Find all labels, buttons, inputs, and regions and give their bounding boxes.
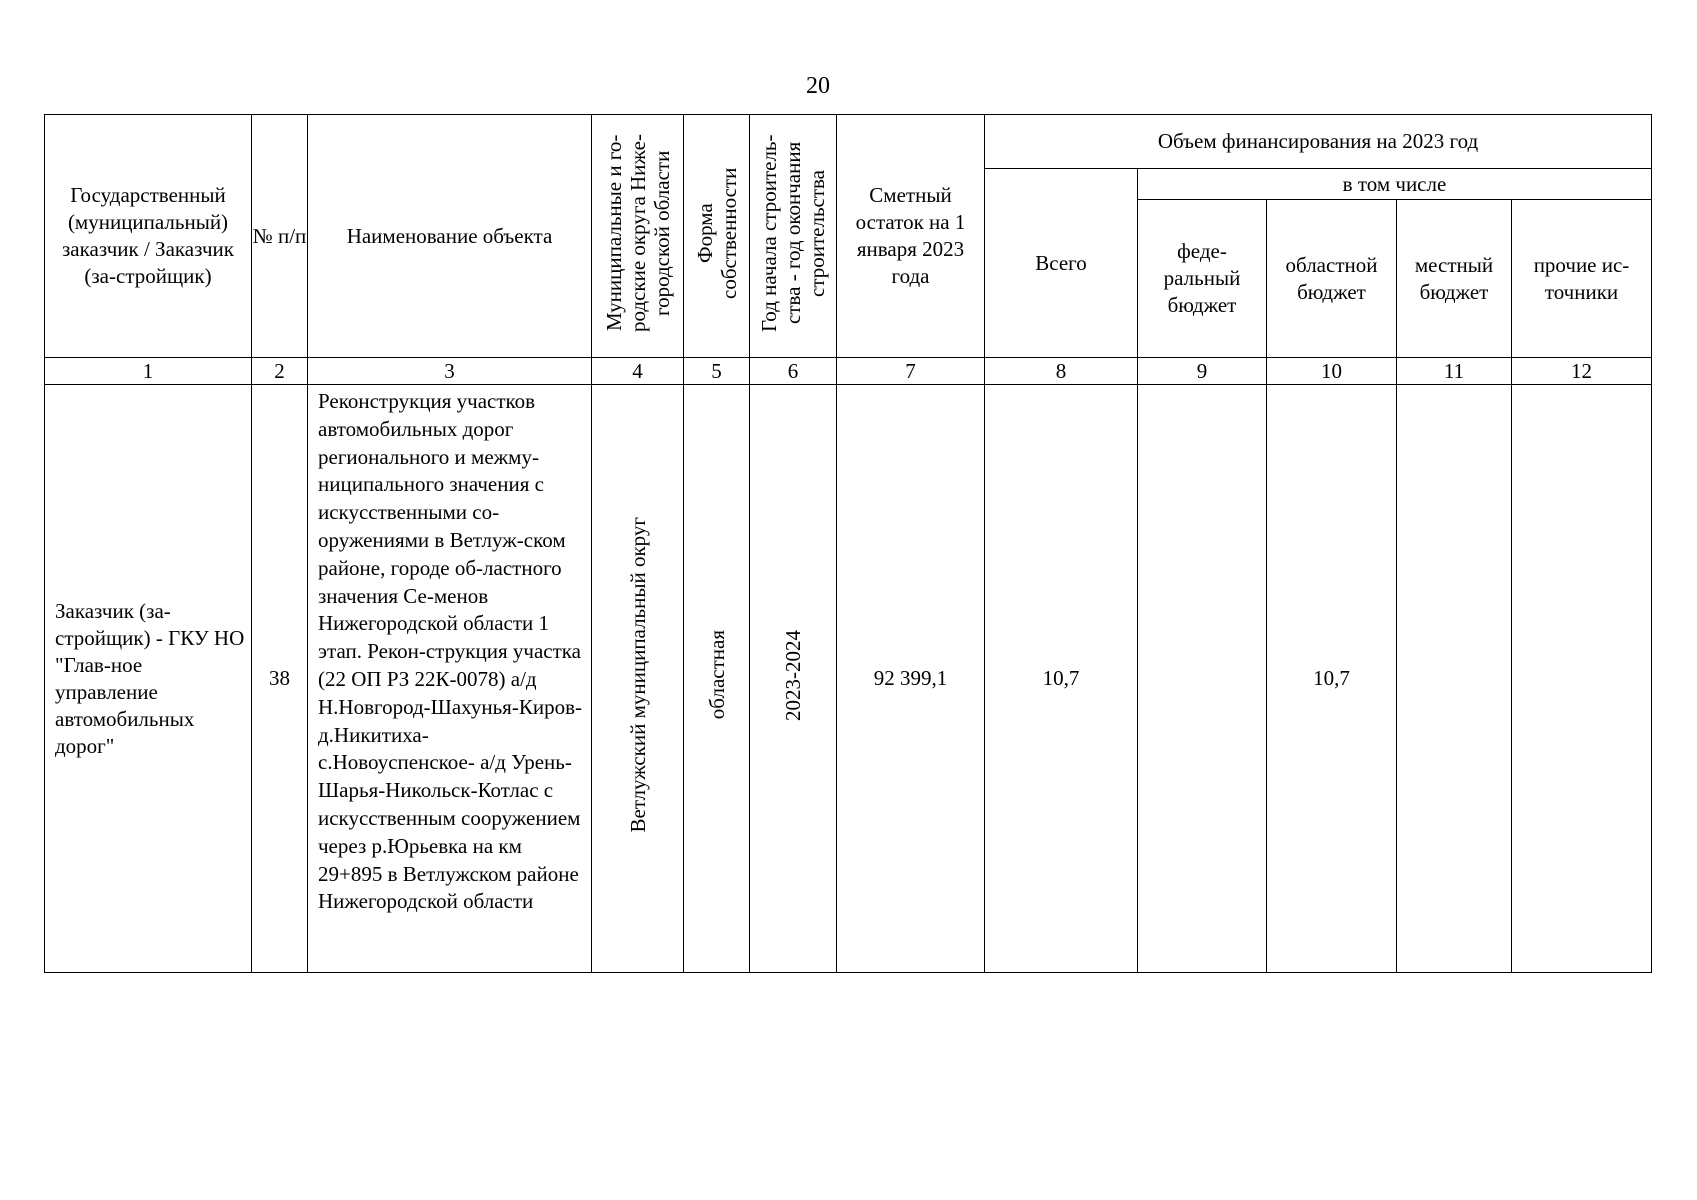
header-including: в том числе: [1138, 169, 1652, 200]
cell-years: 2023-2024: [750, 385, 837, 973]
header-local: местный бюджет: [1397, 200, 1512, 358]
header-object-name: Наименование объекта: [308, 115, 592, 358]
column-number: 6: [750, 358, 837, 385]
header-federal: феде-ральный бюджет: [1138, 200, 1267, 358]
cell-object-name: Реконструкция участков автомобильных дорог регионального и межму-ниципального значения с искусственными со-оружениями в Ветлуж-ском районе, городе об-ластного значения Се-менов Нижегородской области 1 этап. Рекон-струкция участка (22 ОП РЗ 22К-0078) а/д Н.Новгород-Шахунья-Киров-д.Никитиха-с.Новоуспенское- а/д Урень-Шарья-Никольск-Котлас с искусственным сооружением через р.Юрьевка на км 29+895 в Ветлужском районе Нижегородской области: [308, 385, 592, 973]
header-municipal: Муниципальные и го-родские округа Ниже-городской области: [592, 115, 684, 358]
cell-estimate: 92 399,1: [837, 385, 985, 973]
financing-table: [44, 114, 1652, 973]
column-number: 8: [985, 358, 1138, 385]
header-estimate: Сметный остаток на 1 января 2023 года: [837, 115, 985, 358]
column-number: 3: [308, 358, 592, 385]
header-years: Год начала строитель-ства - год окончания строительства: [750, 115, 837, 358]
column-number: 4: [592, 358, 684, 385]
header-regional: областной бюджет: [1267, 200, 1397, 358]
column-number: 5: [684, 358, 750, 385]
cell-number: 38: [252, 385, 308, 973]
column-number: 1: [45, 358, 252, 385]
column-number: 2: [252, 358, 308, 385]
header-customer: Государственный (муниципальный) заказчик / Заказчик (за-стройщик): [45, 115, 252, 358]
header-ownership: Форма собственности: [684, 115, 750, 358]
column-number: 7: [837, 358, 985, 385]
cell-regional: 10,7: [1267, 385, 1397, 973]
column-number: 10: [1267, 358, 1397, 385]
header-total: Всего: [985, 169, 1138, 358]
cell-total: 10,7: [985, 385, 1138, 973]
cell-customer: Заказчик (за-стройщик) - ГКУ НО "Глав-ное управление автомобильных дорог": [45, 385, 252, 973]
cell-other: [1512, 385, 1652, 973]
cell-local: [1397, 385, 1512, 973]
header-other: прочие ис-точники: [1512, 200, 1652, 358]
cell-ownership: областная: [684, 385, 750, 973]
table-row: [45, 385, 1652, 973]
column-number: 12: [1512, 358, 1652, 385]
column-number: 9: [1138, 358, 1267, 385]
column-number: 11: [1397, 358, 1512, 385]
cell-federal: [1138, 385, 1267, 973]
header-financing: Объем финансирования на 2023 год: [985, 115, 1652, 169]
cell-municipal: Ветлужский муниципальный округ: [592, 385, 684, 973]
page-number: 20: [806, 73, 830, 99]
header-number: № п/п: [252, 115, 308, 358]
